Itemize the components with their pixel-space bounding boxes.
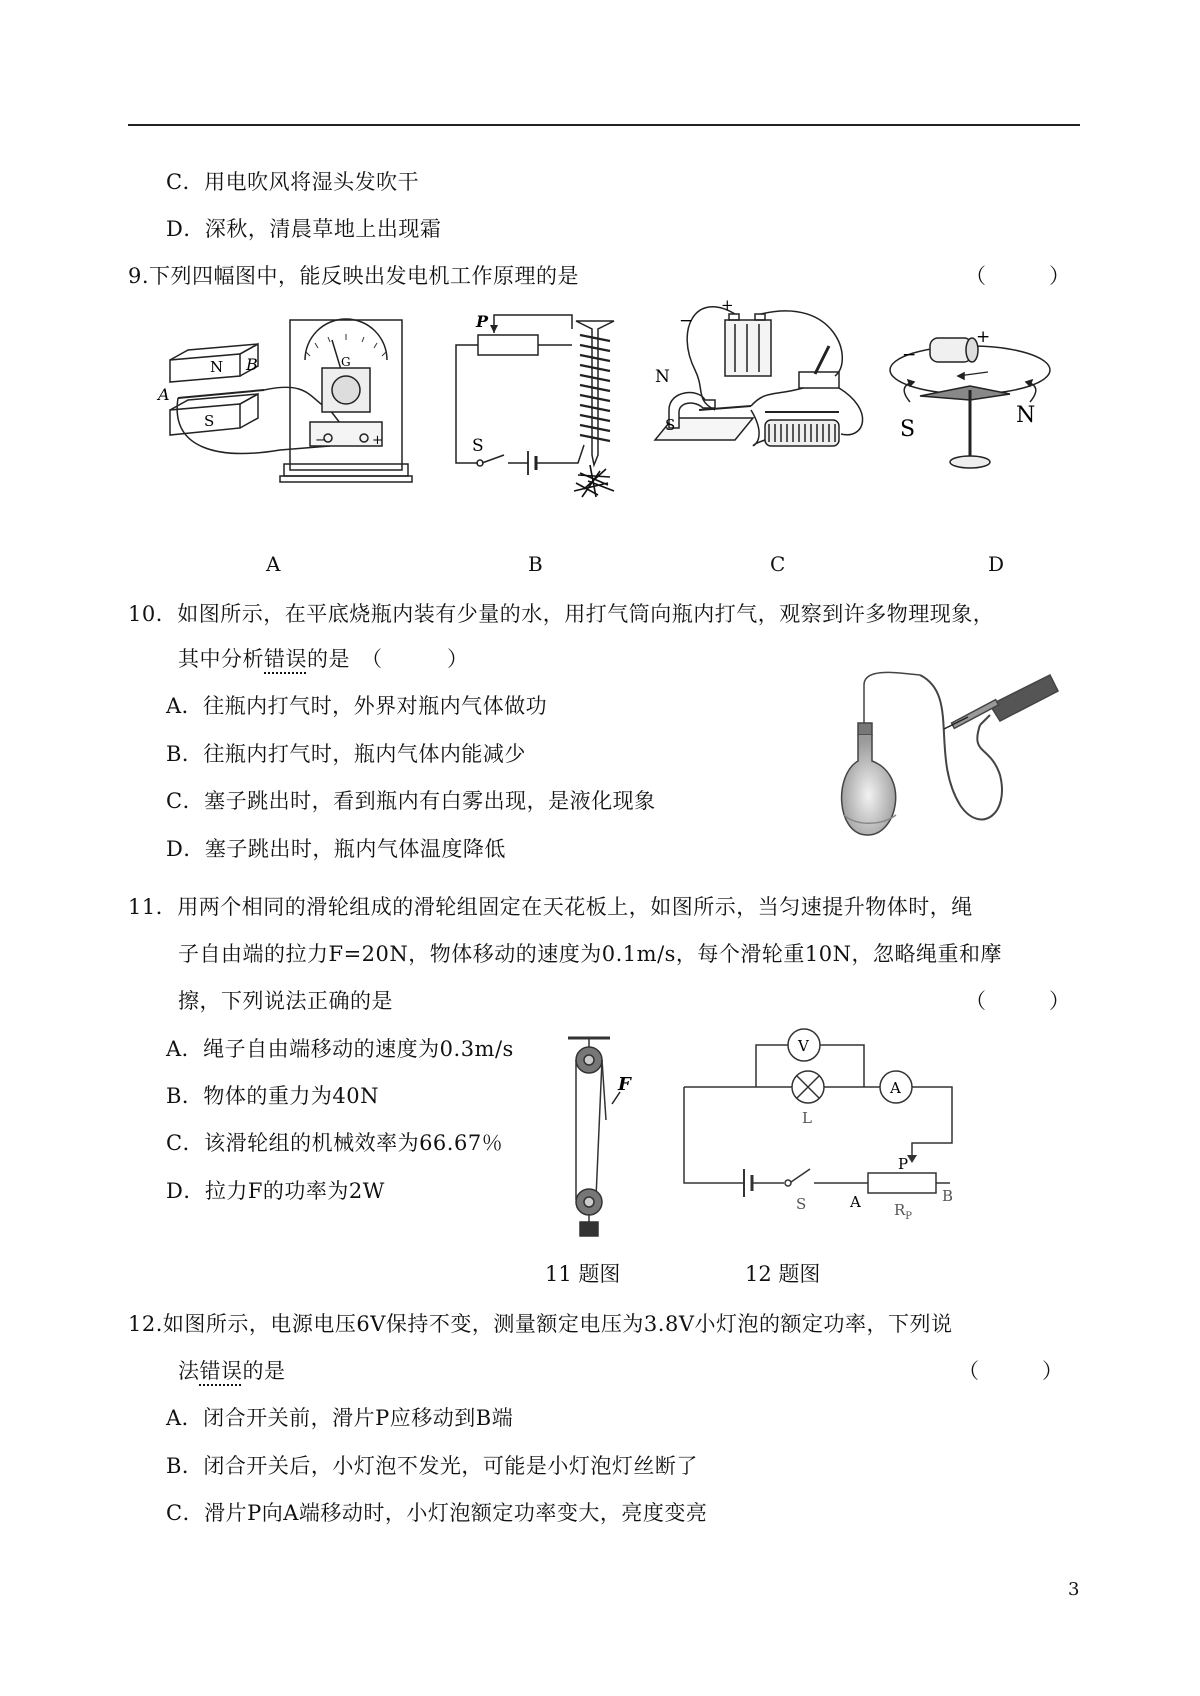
fig-b-p-label: P <box>476 312 489 331</box>
fig-a-n-label: N <box>210 358 224 376</box>
q9-figure-c <box>655 296 895 485</box>
slider-p-label: P <box>898 1155 909 1173</box>
q9-figure-b <box>448 305 638 510</box>
q10-option-a: A．往瓶内打气时，外界对瓶内气体做功 <box>166 694 548 718</box>
q12-stem-line2: 法错误的是 <box>178 1359 286 1383</box>
q10-stem-line2: 其中分析错误的是 （ ） <box>178 647 469 671</box>
page-number: 3 <box>1068 1579 1080 1600</box>
q11-figure-caption: 11 题图 <box>545 1262 621 1286</box>
q8-option-d: D．深秋，清晨草地上出现霜 <box>166 217 442 241</box>
header-rule <box>128 124 1080 126</box>
q10-flask-figure <box>840 665 1060 845</box>
q9-label-c: C <box>770 552 786 576</box>
q11-option-d: D．拉力F的功率为2W <box>166 1179 385 1203</box>
fig-d-plus-label: + <box>976 327 991 347</box>
lamp-label: L <box>802 1109 812 1127</box>
q10-emphasis: 错误 <box>264 647 307 671</box>
q12-option-b: B．闭合开关后，小灯泡不发光，可能是小灯泡灯丝断了 <box>166 1454 698 1478</box>
q9-figure-d <box>880 310 1060 485</box>
q12-emphasis: 错误 <box>199 1359 243 1383</box>
q9-stem: 9.下列四幅图中，能反映出发电机工作原理的是 <box>128 264 580 288</box>
q12-stem-line1: 12.如图所示，电源电压6V保持不变，测量额定电压为3.8V小灯泡的额定功率，下列说 <box>128 1312 953 1336</box>
fig-c-n-label: N <box>655 367 670 387</box>
q12-circuit-figure <box>680 1035 960 1225</box>
q11-stem-line3: 擦，下列说法正确的是 <box>178 989 393 1013</box>
fig-a-minus-label: − <box>315 433 326 448</box>
q12-figure-caption: 12 题图 <box>745 1262 821 1286</box>
q12-answer-parens: （ ） <box>958 1359 1063 1383</box>
fig-a-b-label: B <box>246 355 258 374</box>
q11-option-b: B．物体的重力为40N <box>166 1084 380 1108</box>
q9-label-a: A <box>266 552 281 576</box>
q10-stem-line1: 10．如图所示，在平底烧瓶内装有少量的水，用打气筒向瓶内打气，观察到许多物理现象， <box>128 602 995 626</box>
fig-d-n-label: N <box>1016 403 1036 428</box>
q10-option-c: C．塞子跳出时，看到瓶内有白雾出现，是液化现象 <box>166 789 656 813</box>
q9-answer-parens: （ ） <box>965 264 1070 288</box>
q11-option-c: C．该滑轮组的机械效率为66.67％ <box>166 1131 504 1155</box>
switch-label: S <box>796 1195 807 1213</box>
q9-label-d: D <box>988 552 1005 576</box>
fig-a-g-label: G <box>341 355 351 369</box>
q8-option-c: C．用电吹风将湿头发吹干 <box>166 170 420 194</box>
q11-force-label: F <box>618 1074 631 1095</box>
q11-stem-line2: 子自由端的拉力F=20N，物体移动的速度为0.1m/s，每个滑轮重10N，忽略绳重和摩 <box>178 942 1003 966</box>
q12-option-a: A．闭合开关前，滑片P应移动到B端 <box>166 1406 514 1430</box>
fig-c-minus-label: − <box>679 311 694 331</box>
q10-option-b: B．往瓶内打气时，瓶内气体内能减少 <box>166 742 526 766</box>
q12-option-c: C．滑片P向A端移动时，小灯泡额定功率变大，亮度变亮 <box>166 1501 708 1525</box>
rheostat-end-a-label: A <box>850 1193 861 1211</box>
q11-pulley-figure <box>560 1030 640 1240</box>
q11-stem-line1: 11．用两个相同的滑轮组成的滑轮组固定在天花板上，如图所示，当匀速提升物体时，绳 <box>128 895 973 919</box>
fig-c-s-label: S <box>665 416 676 434</box>
fig-b-s-label: S <box>472 436 484 456</box>
rheostat-end-b-label: B <box>942 1187 954 1205</box>
q9-label-b: B <box>528 552 543 576</box>
fig-c-plus-label: + <box>721 296 734 314</box>
ammeter-label: A <box>890 1079 901 1097</box>
fig-d-minus-label: − <box>902 345 917 365</box>
fig-a-plus-label: + <box>372 433 383 448</box>
voltmeter-label: V <box>798 1037 809 1055</box>
q9-figure-a <box>160 310 440 490</box>
q11-option-a: A．绳子自由端移动的速度为0.3m/s <box>166 1037 514 1061</box>
q10-option-d: D．塞子跳出时，瓶内气体温度降低 <box>166 837 506 861</box>
fig-a-a-label: A <box>158 385 170 404</box>
q11-answer-parens: （ ） <box>965 989 1070 1013</box>
fig-a-s-label: S <box>204 412 215 430</box>
fig-d-s-label: S <box>900 417 916 442</box>
rheostat-label: $R_P$ <box>894 1201 913 1222</box>
